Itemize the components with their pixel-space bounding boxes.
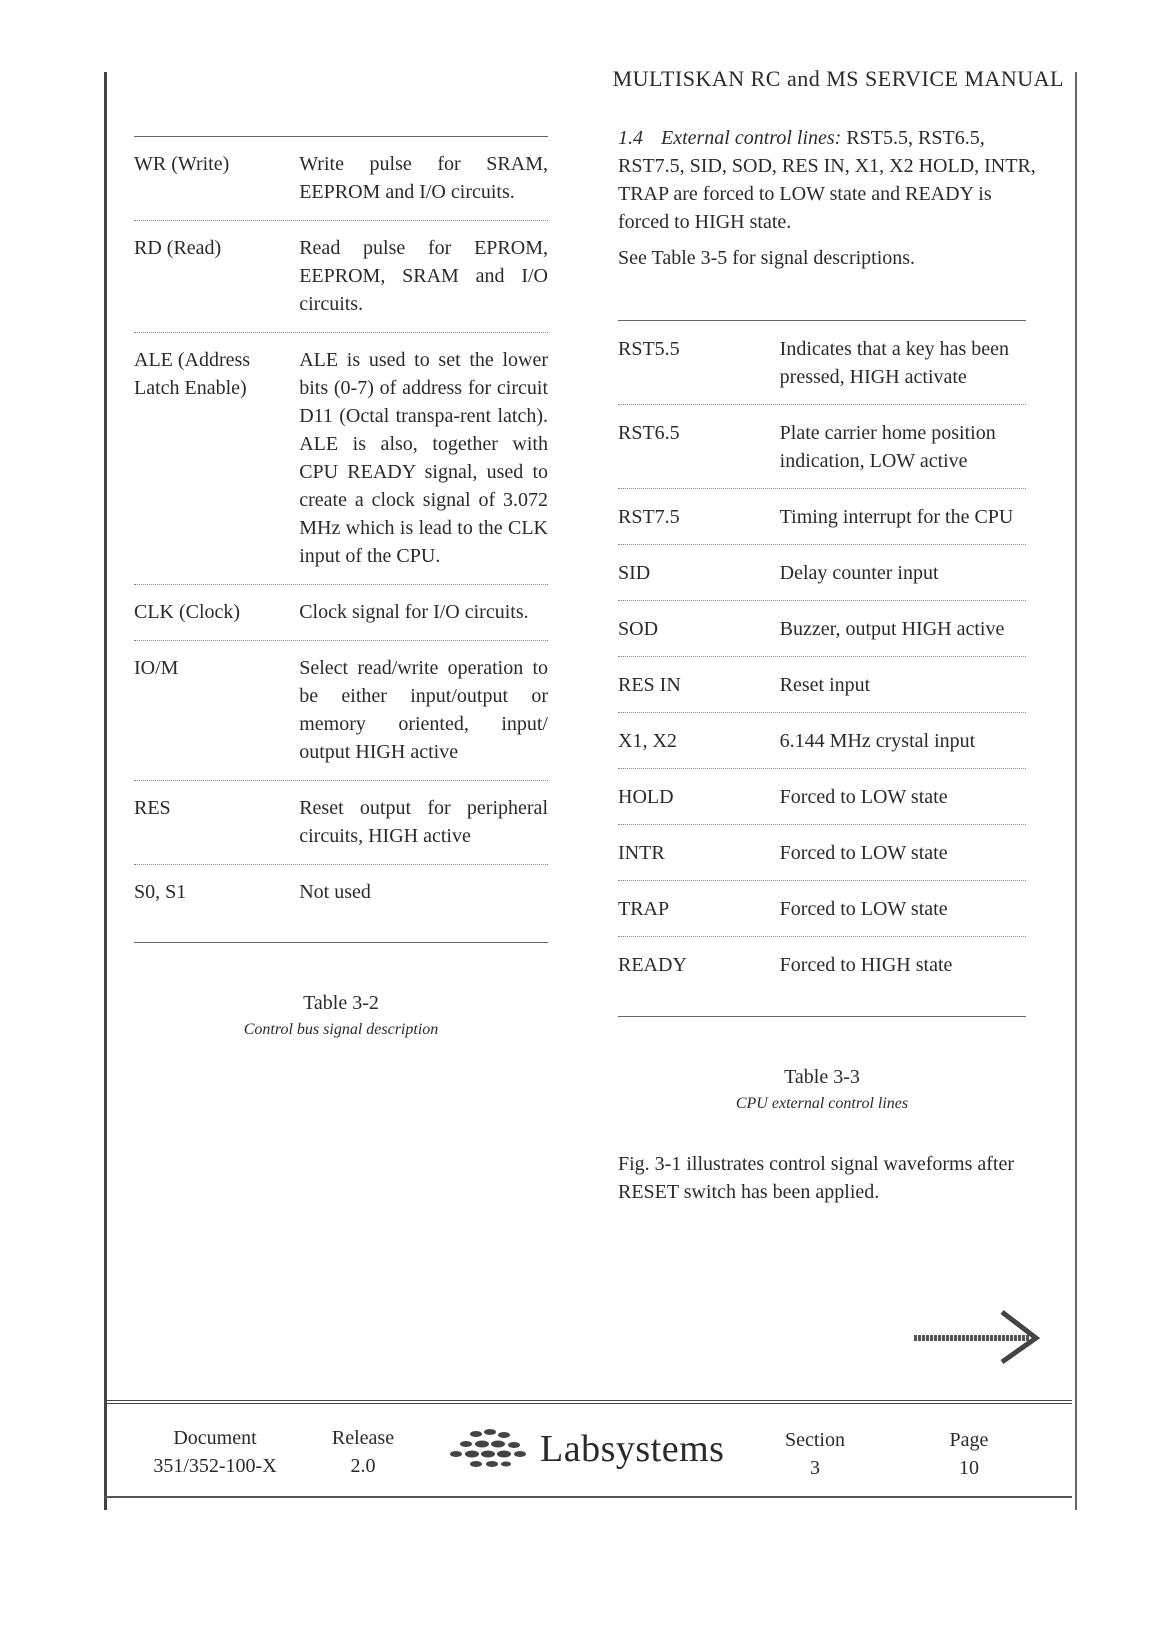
section-number: 1.4 — [618, 127, 643, 149]
signal-name: RST7.5 — [618, 506, 680, 528]
table-row — [134, 865, 548, 920]
table-row — [134, 221, 548, 333]
signal-description: Indicates that a key has been pressed, HIGH activate — [779, 338, 1010, 388]
labsystems-logo-icon — [446, 1424, 532, 1474]
signal-description: Reset output for peripheral circuits, HIGH active — [299, 797, 548, 847]
table-row — [618, 769, 1026, 825]
signal-name: X1, X2 — [618, 730, 677, 752]
signal-description: Forced to LOW state — [779, 786, 948, 808]
table-row — [618, 405, 1026, 489]
table-row — [618, 881, 1026, 937]
table-row — [618, 321, 1026, 405]
signal-description: Read pulse for EPROM, EEPROM, SRAM and I/O circuits. — [299, 237, 548, 315]
signal-description: ALE is used to set the lower bits (0-7) of address for circuit D11 (Octal transpa-rent latch). ALE is also, together with CPU READY signal, used to create a clock signal of 3.072 MHz which is lead to the CLK input of the CPU. — [299, 349, 548, 567]
signal-name: RST6.5 — [618, 422, 680, 444]
table-bottom-rule — [134, 942, 548, 943]
brand-name: Labsystems — [540, 1428, 725, 1470]
table-row — [134, 333, 548, 585]
footer-page — [934, 1426, 1004, 1482]
signal-description: Timing interrupt for the CPU — [779, 506, 1014, 528]
table-row — [618, 657, 1026, 713]
signal-name: RES IN — [618, 674, 681, 696]
release-value: 2.0 — [350, 1455, 376, 1477]
section-text: RST5.5, RST6.5, RST7.5, SID, SOD, RES IN, X1, X2 HOLD, INTR, TRAP are forced to LOW state and READY is forced to HIGH state. — [618, 127, 1036, 233]
signal-description: Plate carrier home position indication, LOW active — [779, 422, 996, 472]
caption-subtitle: CPU external control lines — [735, 1095, 909, 1112]
page-value: 10 — [959, 1457, 979, 1479]
signal-name: WR (Write) — [134, 153, 230, 175]
signal-description: Select read/write operation to be either input/output or memory oriented, input/ output HIGH active — [299, 657, 548, 763]
table-row — [134, 137, 548, 221]
table-row — [618, 937, 1026, 992]
release-label: Release — [331, 1427, 395, 1449]
table-row — [134, 585, 548, 641]
signal-description: Write pulse for SRAM, EEPROM and I/O circuits. — [299, 153, 548, 203]
signal-name: TRAP — [618, 898, 670, 920]
signal-description: Delay counter input — [779, 562, 939, 584]
table-row — [618, 489, 1026, 545]
table-row — [618, 601, 1026, 657]
closing-paragraph: Fig. 3-1 illustrates control signal waveforms after RESET switch has been applied. — [618, 1153, 1015, 1203]
footer-brand — [446, 1424, 724, 1474]
caption-subtitle: Control bus signal description — [243, 1021, 439, 1038]
section-1-4 — [618, 124, 1046, 280]
signal-name: RES — [134, 797, 171, 819]
table-row — [618, 713, 1026, 769]
cpu-control-lines-table — [618, 320, 1026, 1017]
footer-document — [150, 1424, 280, 1480]
footer-bottom-rule — [104, 1496, 1072, 1498]
table-row — [618, 545, 1026, 601]
footer-release — [318, 1424, 408, 1480]
signal-name: HOLD — [618, 786, 674, 808]
page-label: Page — [949, 1429, 989, 1451]
section-label: Section — [785, 1429, 845, 1451]
signal-name: READY — [618, 954, 687, 976]
signal-name: CLK (Clock) — [134, 601, 241, 623]
section-paragraph — [618, 124, 1046, 236]
table-body — [134, 137, 548, 920]
footer-section — [770, 1426, 860, 1482]
caption-title: Table 3-2 — [303, 992, 379, 1014]
document-value: 351/352-100-X — [153, 1455, 277, 1477]
table-body — [618, 321, 1026, 992]
table-3-3-caption — [618, 1066, 1026, 1113]
signal-name: ALE (Address Latch Enable) — [134, 349, 251, 399]
section-value: 3 — [810, 1457, 820, 1479]
table-row — [134, 641, 548, 781]
signal-description: Reset input — [779, 674, 871, 696]
document-label: Document — [173, 1427, 257, 1449]
signal-name: SID — [618, 562, 651, 584]
table-row — [618, 825, 1026, 881]
see-also-text: See Table 3-5 for signal descriptions. — [618, 247, 916, 269]
signal-name: SOD — [618, 618, 659, 640]
signal-description: Not used — [299, 881, 371, 903]
signal-name: RST5.5 — [618, 338, 680, 360]
signal-name: IO/M — [134, 657, 179, 679]
signal-name: INTR — [618, 842, 665, 864]
section-lead: External control lines: — [661, 127, 842, 149]
table-bottom-rule — [618, 1016, 1026, 1017]
right-arrow-icon[interactable] — [910, 1306, 1050, 1366]
signal-name: S0, S1 — [134, 881, 187, 903]
signal-description: Buzzer, output HIGH active — [779, 618, 1005, 640]
signal-name: RD (Read) — [134, 237, 222, 259]
footer-top-rule — [104, 1400, 1072, 1404]
table-3-2-caption — [134, 992, 548, 1039]
signal-description: Forced to LOW state — [779, 898, 948, 920]
control-bus-table — [134, 136, 548, 943]
table-row — [134, 781, 548, 865]
signal-description: Forced to HIGH state — [779, 954, 953, 976]
page-header: MULTISKAN RC and MS SERVICE MANUAL — [612, 66, 1064, 91]
caption-title: Table 3-3 — [784, 1066, 860, 1088]
signal-description: 6.144 MHz crystal input — [779, 730, 976, 752]
signal-description: Forced to LOW state — [779, 842, 948, 864]
signal-description: Clock signal for I/O circuits. — [299, 601, 529, 623]
